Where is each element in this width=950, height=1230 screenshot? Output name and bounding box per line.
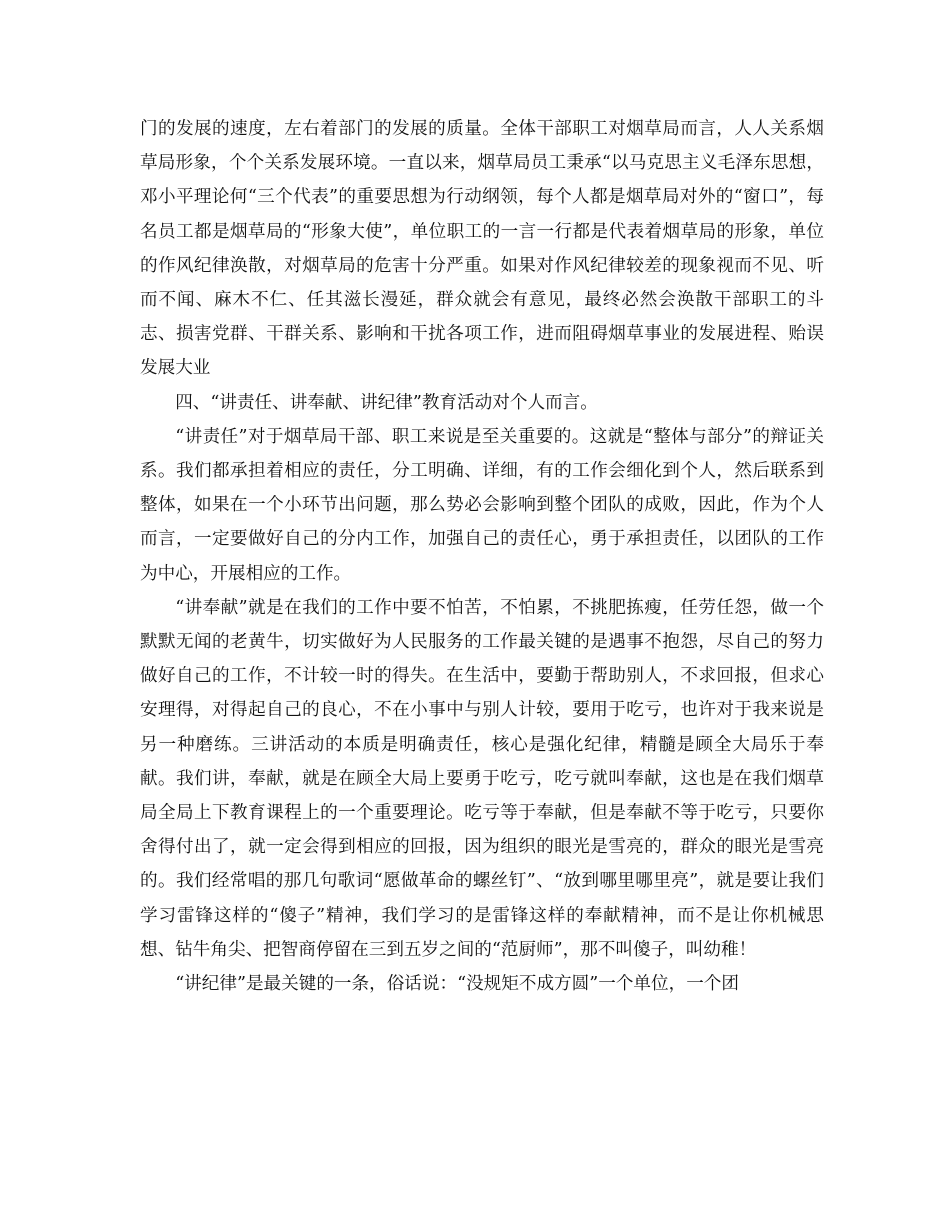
document-body [140,112,824,1001]
paragraph-responsibility: “讲责任”对于烟草局干部、职工来说是至关重要的。这就是“整体与部分”的辩证关系。我们都承担着相应的责任，分工明确、详细，有的工作会细化到个人，然后联系到整体，如果在一个小环节出问题，那么势必会影响到整个团队的成败，因此，作为个人而言，一定要做好自己的分内工作，加强自己的责任心，勇于承担责任，以团队的工作为中心，开展相应的工作。 [140,426,824,584]
section-heading: 四、“讲责任、讲奉献、讲纪律”教育活动对个人而言。 [175,392,598,413]
paragraph-discipline: “讲纪律”是最关键的一条，俗话说：“没规矩不成方圆”一个单位，一个团 [175,974,739,995]
paragraph-dedication: “讲奉献”就是在我们的工作中要不怕苦，不怕累，不挑肥拣瘦，任劳任怨，做一个默默无闻的老黄牛，切实做好为人民服务的工作最关键的是遇事不抱怨，尽自己的努力做好自己的工作，不计较一时的得失。在生活中，要勤于帮助别人，不求回报，但求心安理得，对得起自己的良心，不在小事中与别人计较，要用于吃亏，也许对于我来说是另一种磨练。三讲活动的本质是明确责任，核心是强化纪律，精髓是顾全大局乐于奉献。我们讲，奉献，就是在顾全大局上要勇于吃亏，吃亏就叫奉献，这也是在我们烟草局全局上下教育课程上的一个重要理论。吃亏等于奉献，但是奉献不等于吃亏，只要你舍得付出了，就一定会得到相应的回报，因为组织的眼光是雪亮的，群众的眼光是雪亮的。我们经常唱的那几句歌词“愿做革命的螺丝钉”、“放到哪里哪里亮”，就是要让我们学习雷锋这样的“傻子”精神，我们学习的是雷锋这样的奉献精神，而不是让你机械思想、钻牛角尖、把智商停留在三到五岁之间的“范厨师”，那不叫傻子，叫幼稚！ [140,597,824,960]
paragraph-continuation: 门的发展的速度，左右着部门的发展的质量。全体干部职工对烟草局而言，人人关系烟草局形象，个个关系发展环境。一直以来，烟草局员工秉承“以马克思主义毛泽东思想，邓小平理论何“三个代表”的重要思想为行动纲领，每个人都是烟草局对外的“窗口”，每名员工都是烟草局的“形象大使”，单位职工的一言一行都是代表着烟草局的形象，单位的作风纪律涣散，对烟草局的危害十分严重。如果对作风纪律较差的现象视而不见、听而不闻、麻木不仁、任其滋长漫延，群众就会有意见，最终必然会涣散干部职工的斗志、损害党群、干群关系、影响和干扰各项工作，进而阻碍烟草事业的发展进程、贻误发展大业 [140,119,824,379]
